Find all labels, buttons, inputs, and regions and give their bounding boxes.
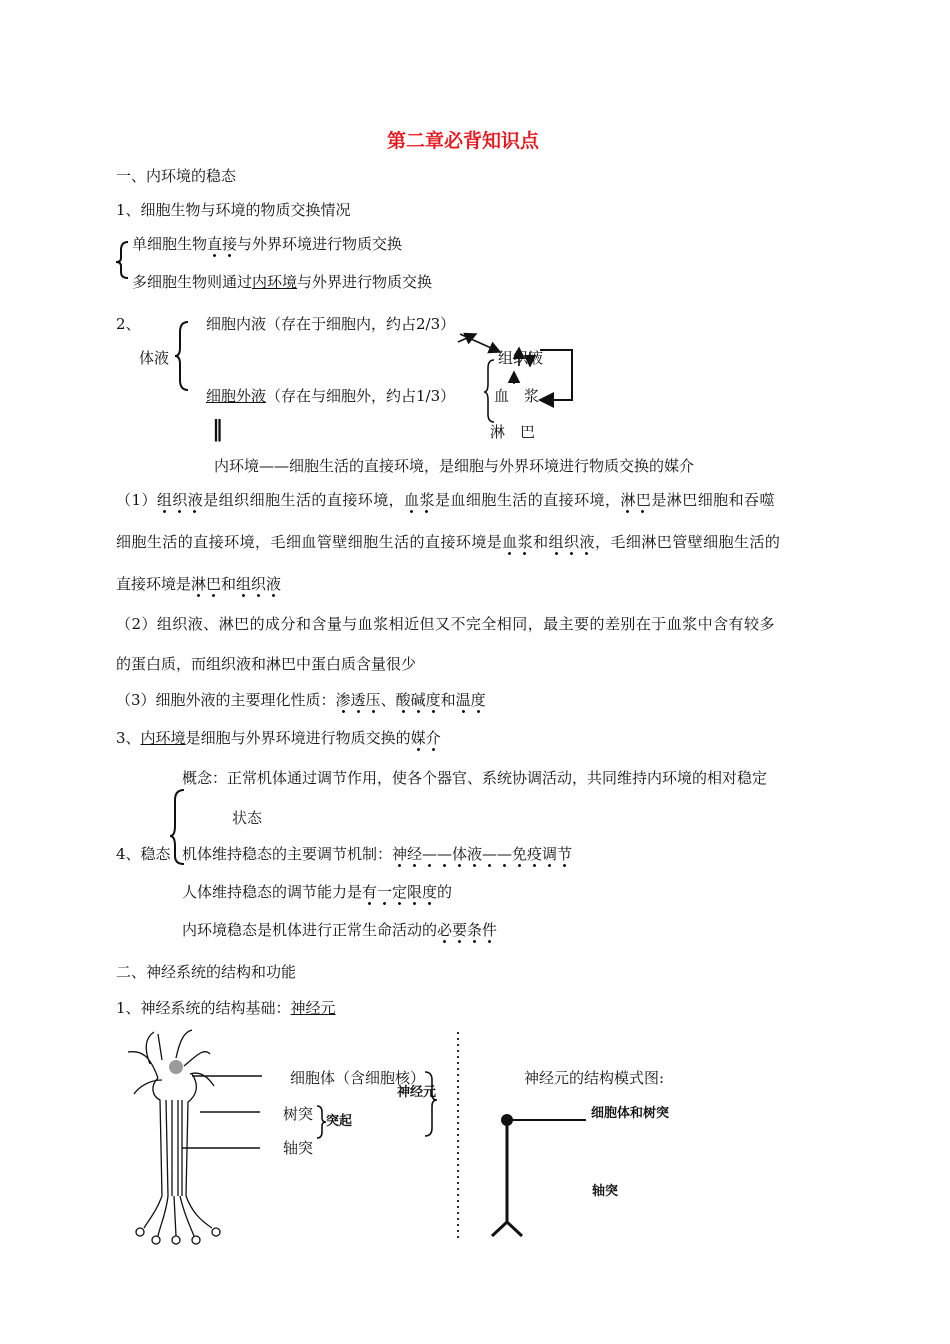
note-1-line-1: （1）组织液是组织细胞生活的直接环境，血浆是血细胞生活的直接环境，淋巴是淋巴细胞和吞噬 [116, 490, 775, 510]
brace-neuron [425, 1072, 437, 1136]
extracellular-fluid: 细胞外液（存在与细胞外，约占1/3） [206, 387, 456, 405]
equal-sign: ‖ [212, 416, 223, 442]
item-1-title: 1、细胞生物与环境的物质交换情况 [116, 201, 351, 219]
intracellular-fluid: 细胞内液（存在于细胞内，约占2/3） [206, 315, 456, 333]
process-label: 突起 [326, 1114, 353, 1129]
neuron-structure-basis: 1、神经系统的结构基础：神经元 [116, 999, 336, 1017]
brace-exchange [116, 242, 128, 278]
neuron-label: 神经元 [397, 1085, 437, 1100]
homeostasis-concept-line-2: 状态 [232, 809, 263, 827]
tissue-fluid-label: 组织液 [498, 349, 544, 367]
item-3: 3、内环境是细胞与外界环境进行物质交换的媒介 [116, 728, 441, 748]
note-2-line-1: （2）组织液、淋巴的成分和含量与血浆相近但又不完全相同，最主要的差别在于血浆中含有较多 [116, 615, 775, 633]
necessary-condition: 内环境稳态是机体进行正常生命活动的必要条件 [182, 920, 497, 940]
model-diagram-title: 神经元的结构模式图: [524, 1069, 665, 1087]
homeostasis-concept-line-1: 概念：正常机体通过调节作用，使各个器官、系统协调活动，共同维持内环境的相对稳定 [182, 769, 768, 787]
brace-process [317, 1106, 326, 1138]
cell-body-label: 细胞体（含细胞核） [290, 1069, 426, 1087]
note-1-line-3: 直接环境是淋巴和组织液 [116, 574, 281, 594]
regulation-ability: 人体维持稳态的调节能力是有一定限度的 [182, 882, 452, 902]
lymph-label: 淋 巴 [490, 423, 536, 441]
brace-line-2: 多细胞生物则通过内环境与外界进行物质交换 [132, 273, 433, 291]
internal-environment-definition: 内环境——细胞生活的直接环境，是细胞与外界环境进行物质交换的媒介 [214, 457, 695, 475]
page-title: 第二章必背知识点 [387, 130, 540, 152]
body-fluid-label: 体液 [139, 349, 170, 367]
brace-homeostasis [170, 790, 184, 864]
axon-label: 轴突 [283, 1139, 314, 1157]
brace-body-fluid [175, 322, 188, 390]
plasma-label: 血 浆 [494, 387, 540, 405]
brace-line-1: 单细胞生物直接与外界环境进行物质交换 [132, 234, 402, 254]
neuron-model [492, 1114, 586, 1236]
note-3: （3）细胞外液的主要理化性质：渗透压、酸碱度和温度 [116, 690, 486, 710]
note-2-line-2: 的蛋白质，而组织液和淋巴中蛋白质含量很少 [116, 655, 417, 673]
model-axon-label: 轴突 [592, 1184, 619, 1199]
arrow-loop-to-plasma [540, 350, 572, 400]
regulation-mechanism: 机体维持稳态的主要调节机制：神经——体液——免疫调节 [182, 844, 572, 864]
model-cell-body-label: 细胞体和树突 [591, 1106, 670, 1121]
item-2-number: 2、 [116, 315, 141, 333]
brace-extracellular [484, 360, 494, 422]
neuron-nucleus [169, 1060, 183, 1074]
dendrite-label: 树突 [283, 1105, 314, 1123]
section-1-heading: 一、内环境的稳态 [116, 167, 237, 185]
arrow-intracellular-to-tissue [460, 334, 500, 352]
section-2-heading: 二、神经系统的结构和功能 [116, 963, 297, 981]
item-4-label: 4、稳态 [116, 845, 171, 863]
note-1-line-2: 细胞生活的直接环境，毛细血管壁细胞生活的直接环境是血浆和组织液，毛细淋巴管壁细胞生活的 [116, 532, 780, 552]
